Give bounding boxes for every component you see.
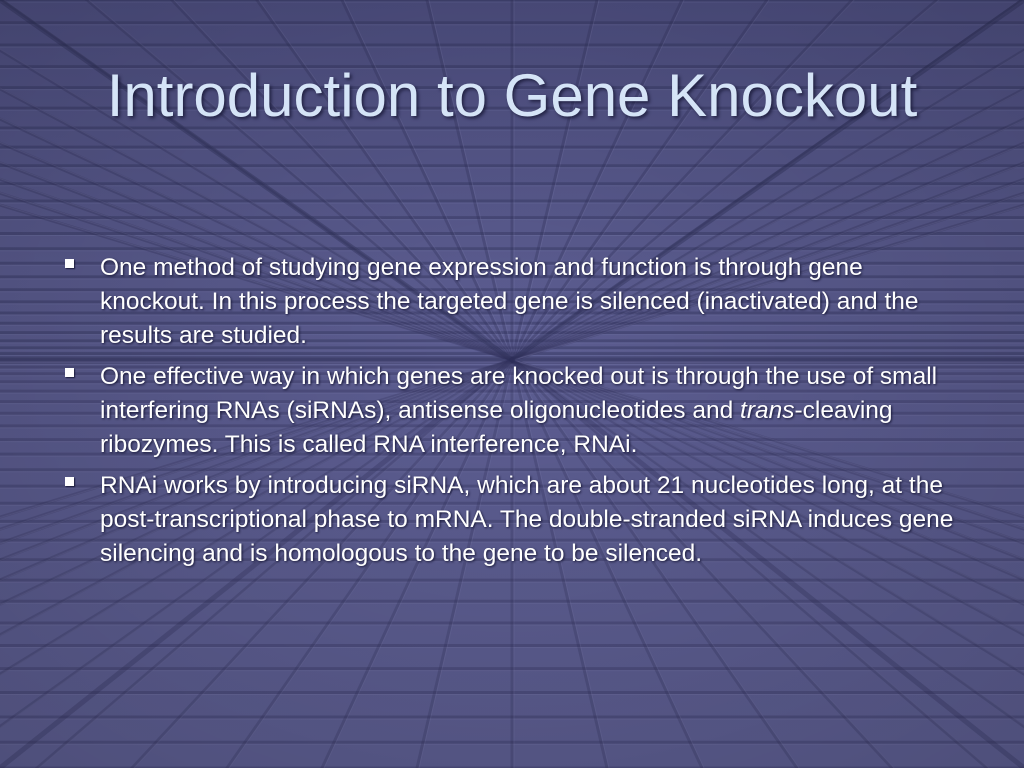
slide-title: Introduction to Gene Knockout [106, 62, 918, 129]
bullet-list [62, 251, 962, 578]
bullet-text [100, 363, 937, 458]
bullet-text-part: One effective way in which genes are knocked out is through the use of small interfering RNAs (siRNAs), antisense oligonucleotides and [100, 363, 938, 424]
bullet-item-3 [62, 469, 962, 571]
bullet-text-part: -cleaving ribozymes. This is called RNA interference, RNAi. [100, 397, 893, 458]
bullet-text: RNAi works by introducing siRNA, which are about 21 nucleotides long, at the post-transcriptional phase to mRNA. The double-stranded siRNA induces gene silencing and is homologous to the gene to be silenced. [100, 472, 954, 567]
bullet-item-1 [62, 251, 962, 353]
bullet-item-2 [62, 360, 962, 462]
bullet-text: One method of studying gene expression and function is through gene knockout. In this process the targeted gene is silenced (inactivated) and the results are studied. [100, 254, 919, 349]
square-bullet-icon [65, 477, 74, 486]
square-bullet-icon [65, 368, 74, 377]
italic-term: trans [740, 397, 795, 424]
square-bullet-icon [65, 259, 74, 268]
